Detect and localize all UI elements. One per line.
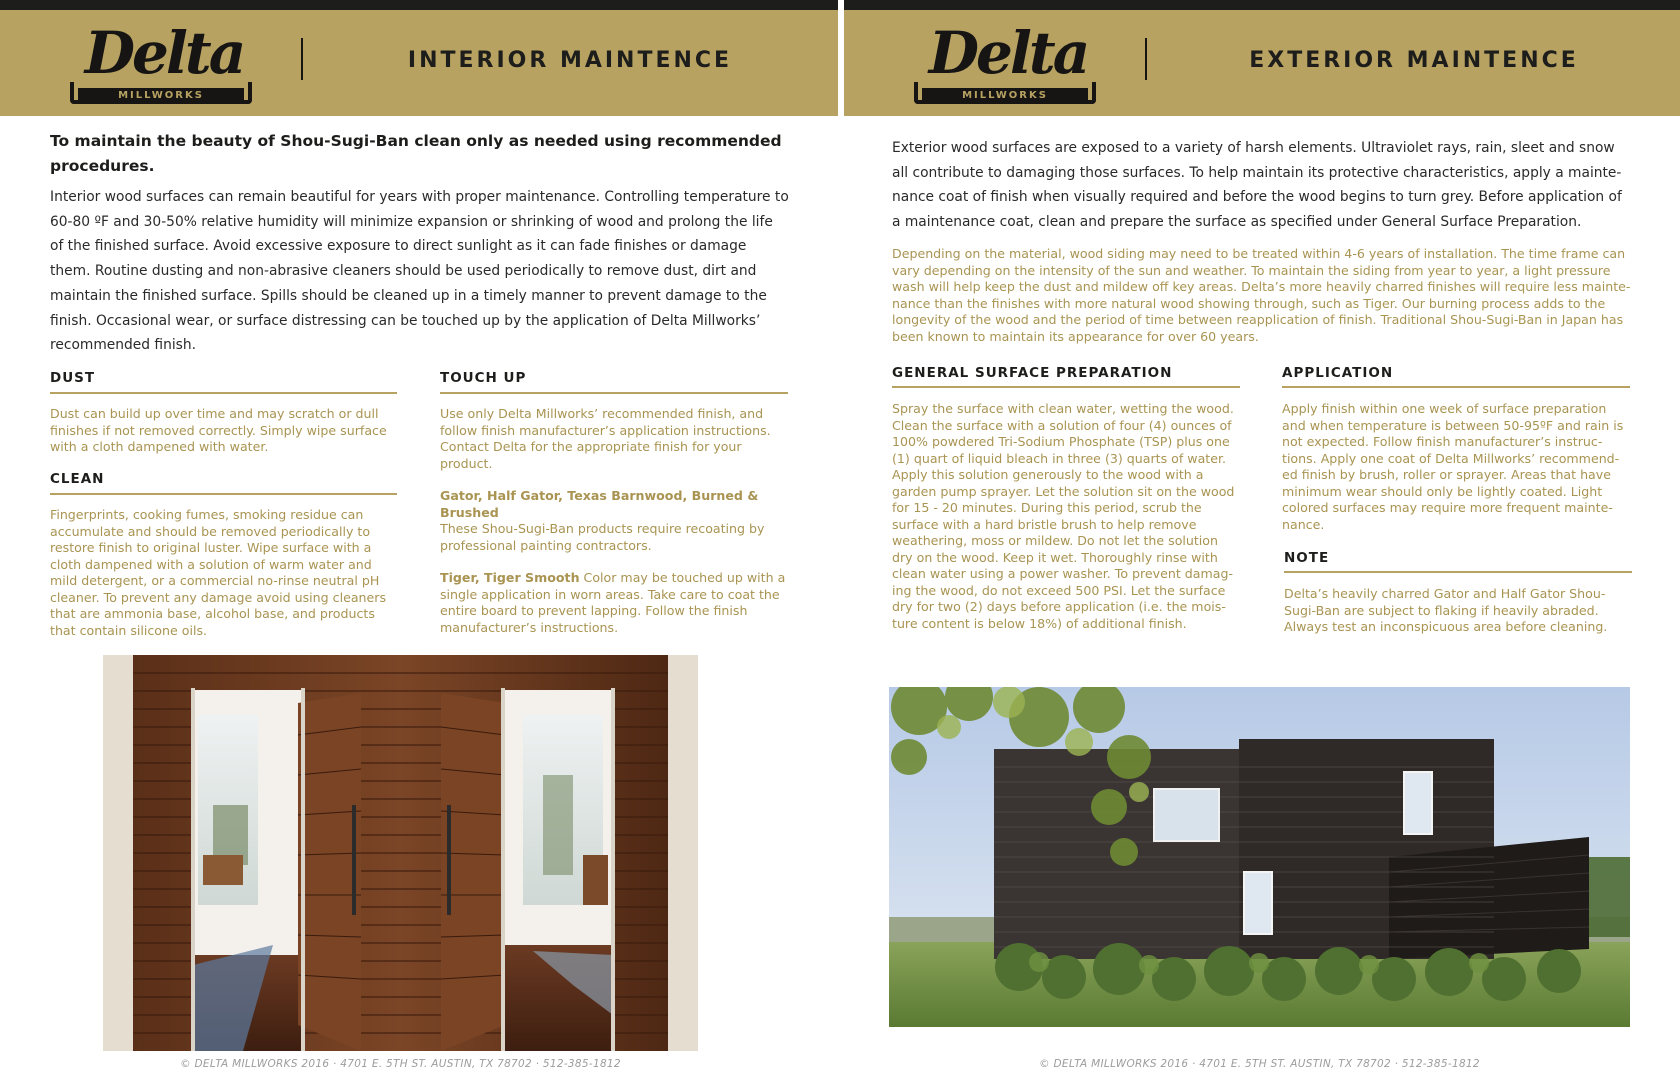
top-bar bbox=[844, 0, 1680, 10]
maintenance-interval-text: Depending on the material, wood siding may need to be treated within 4-6 years of installation. The time frame can vary depending on the intensity of the sun and weather. To maintain the siding from year to year, a light pressure wash will help keep the dust and mildew off key areas. Delta’s more heavily charred finishes will require less mainte-nance than the finishes with more natural wood showing through, such as Tiger. Our burning process adds to the longevity of the wood and the period of time between reapplication of finish. Traditional Shou-Sugi-Ban in Japan has been known to maintain its appearance for over 60 years. bbox=[892, 246, 1631, 344]
delta-logo bbox=[914, 19, 1096, 110]
header-band bbox=[844, 10, 1680, 116]
intro-paragraph: Interior wood surfaces can remain beautiful for years with proper maintenance. Controlling temperature to 60-80 ºF and 30-50% relative humidity will minimize expansion or shrinking of wood and prolong the life of the finished surface. Avoid excessive exposure to direct sunlight as it can fade finishes or damage them. Routine dusting and non-abrasive cleaners should be used periodically to remove dust, dirt and maintain the finished surface. Spills should be cleaned up in a timely manner to prevent damage to the finish. Occasional wear, or surface distressing can be touched up by the application of Delta Millworks’ recommended finish. bbox=[50, 189, 789, 354]
note-rule bbox=[1284, 571, 1632, 573]
clean-heading: CLEAN bbox=[50, 471, 105, 487]
intro-paragraph: Exterior wood surfaces are exposed to a variety of harsh elements. Ultraviolet rays, rain, sleet and snow all contribute to damaging those surfaces. To help maintain its protective characteristics, apply a mainte-nance coat of finish when visually required and before the wood begins to turn grey. Before application of a maintenance coat, clean and prepare the surface as specified under General Surface Preparation. bbox=[892, 140, 1622, 231]
surface-prep-heading: GENERAL SURFACE PREPARATION bbox=[892, 365, 1173, 381]
touchup-p2-bold: Gator, Half Gator, Texas Barnwood, Burned & Brushed bbox=[440, 488, 759, 520]
application-rule bbox=[1282, 386, 1630, 388]
header-band bbox=[0, 10, 838, 116]
delta-logo bbox=[70, 19, 252, 110]
lead-statement: To maintain the beauty of Shou-Sugi-Ban clean only as needed using recommended procedures. bbox=[50, 132, 782, 175]
logo-subtext: MILLWORKS bbox=[118, 90, 204, 101]
logo-wordmark: Delta bbox=[928, 19, 1088, 87]
surface-prep-rule bbox=[892, 386, 1240, 388]
header-divider bbox=[301, 38, 303, 80]
page-title: EXTERIOR MAINTENCE bbox=[1249, 48, 1579, 73]
header-divider bbox=[1145, 38, 1147, 80]
footer-text: © DELTA MILLWORKS 2016 · 4701 E. 5TH ST. AUSTIN, TX 78702 · 512-385-1812 bbox=[180, 1058, 621, 1070]
touchup-p3-bold: Tiger, Tiger Smooth bbox=[440, 570, 580, 585]
touchup-p3-text: Color may be touched up with a single application in worn areas. Take care to coat the entire board to prevent lapping. Follow the finish manufacturer’s instructions. bbox=[440, 570, 786, 635]
application-text: Apply finish within one week of surface preparation and when temperature is between 50-95ºF and rain is not expected. Follow finish manufacturer’s instruc-tions. Apply one coat of Delta Millworks’ recommend-ed finish by brush, roller or sprayer. Areas that have minimum wear should only be lightly coated. Light colored surfaces may require more frequent mainte-nance. bbox=[1282, 401, 1624, 532]
touchup-p1: Use only Delta Millworks’ recommended finish, and follow finish manufacturer’s application instructions. Contact Delta for the appropriate finish for your product. bbox=[440, 406, 771, 471]
logo-wordmark: Delta bbox=[84, 19, 244, 87]
interior-doors-photo bbox=[103, 655, 698, 1051]
note-heading: NOTE bbox=[1284, 550, 1330, 566]
application-heading: APPLICATION bbox=[1282, 365, 1394, 381]
touchup-p2 bbox=[440, 488, 790, 554]
dust-text: Dust can build up over time and may scratch or dull finishes if not removed correctly. Simply wipe surface with a cloth dampened with water. bbox=[50, 406, 387, 454]
clean-rule bbox=[50, 493, 397, 495]
footer-text: © DELTA MILLWORKS 2016 · 4701 E. 5TH ST. AUSTIN, TX 78702 · 512-385-1812 bbox=[1039, 1058, 1480, 1070]
surface-prep-text: Spray the surface with clean water, wetting the wood. Clean the surface with a solution of four (4) ounces of 100% powdered Tri-Sodium Phosphate (TSP) plus one (1) quart of liquid bleach in three (3) quarts of water. Apply this solution generously to the wood with a garden pump sprayer. Let the solution sit on the wood for 15 - 20 minutes. During this period, scrub the surface with a hard bristle brush to help remove weathering, moss or mildew. Do not let the solution dry on the wood. Keep it wet. Thoroughly rinse with clean water using a power washer. To prevent damag-ing the wood, do not exceed 500 PSI. Let the surface dry for two (2) days before application (i.e. the mois-ture content is below 18%) of additional finish. bbox=[892, 401, 1235, 631]
top-bar bbox=[0, 0, 838, 10]
logo-subtext: MILLWORKS bbox=[962, 90, 1048, 101]
touchup-p2-text: These Shou-Sugi-Ban products require recoating by professional painting contractors. bbox=[440, 521, 765, 553]
note-text: Delta’s heavily charred Gator and Half Gator Shou-Sugi-Ban are subject to flaking if heavily abraded. Always test an inconspicuous area before cleaning. bbox=[1284, 586, 1608, 634]
touchup-text bbox=[440, 406, 790, 636]
interior-page bbox=[0, 0, 838, 1084]
exterior-page bbox=[844, 0, 1680, 1084]
dust-heading: DUST bbox=[50, 370, 96, 386]
logo-ribbon bbox=[914, 88, 1096, 104]
exterior-house-photo bbox=[889, 687, 1630, 1027]
dust-rule bbox=[50, 392, 397, 394]
touchup-rule bbox=[440, 392, 788, 394]
page-title: INTERIOR MAINTENCE bbox=[407, 48, 733, 73]
logo-ribbon bbox=[70, 88, 252, 104]
touchup-p3 bbox=[440, 570, 790, 636]
touchup-heading: TOUCH UP bbox=[440, 370, 527, 386]
clean-text: Fingerprints, cooking fumes, smoking residue can accumulate and should be removed periodically to restore finish to original luster. Wipe surface with a cloth dampened with a solution of warm water and mild detergent, or a commercial no-rinse neutral pH cleaner. To prevent any damage avoid using cleaners that are ammonia base, alcohol base, and products that contain silicone oils. bbox=[50, 507, 387, 638]
